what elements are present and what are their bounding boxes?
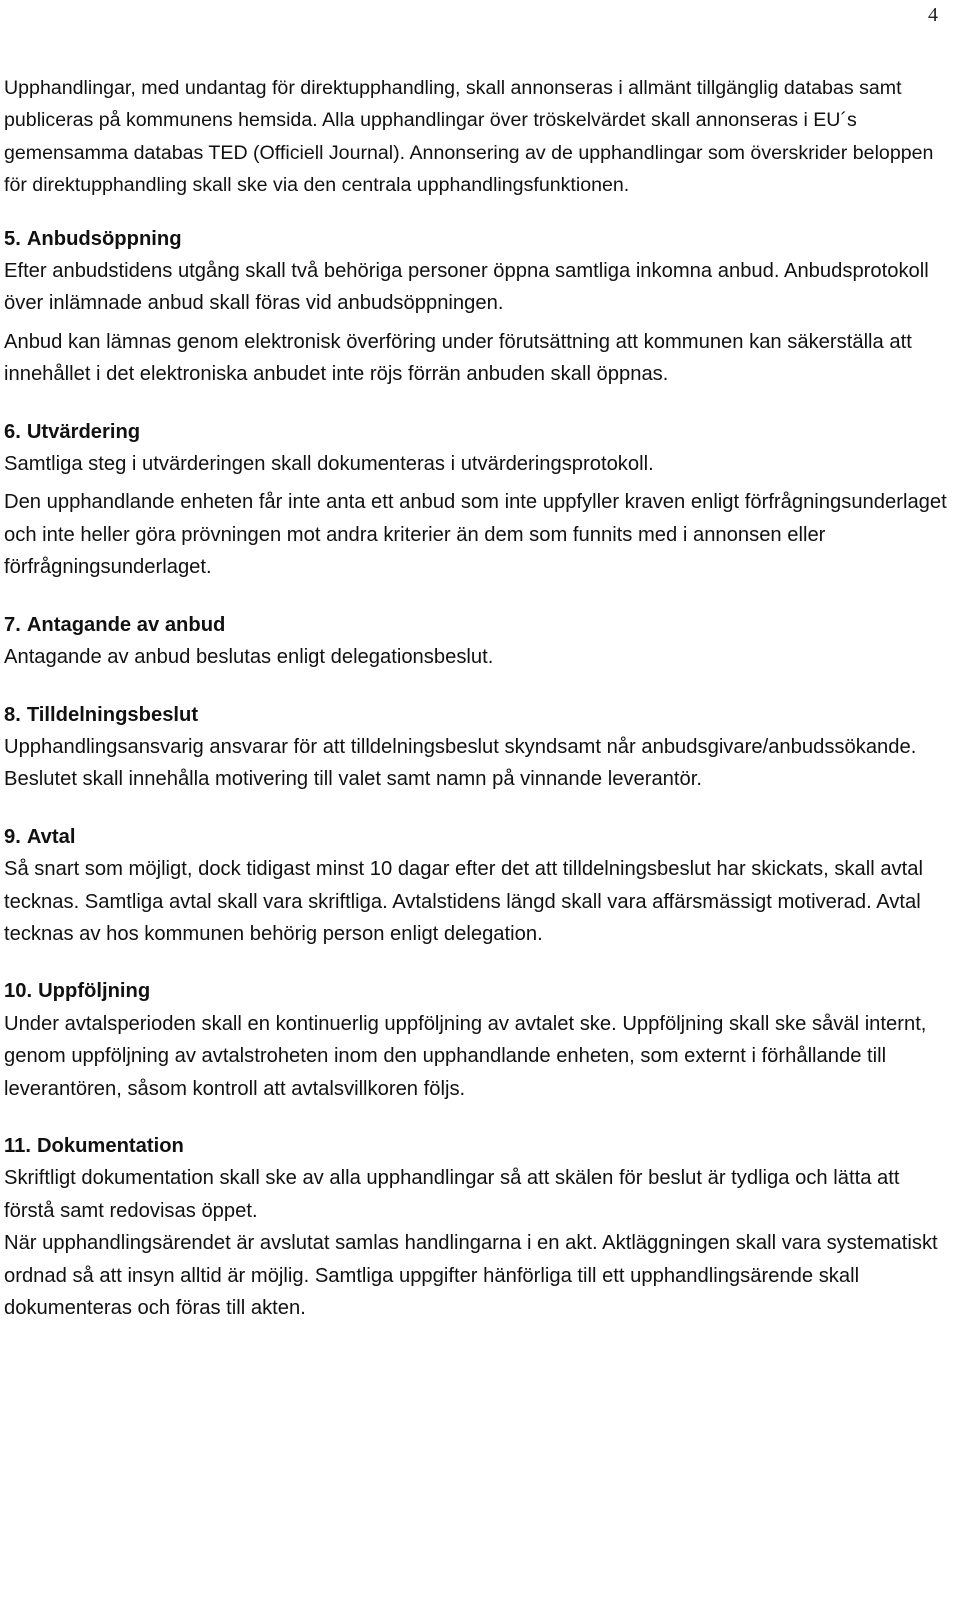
section-number: 11. [4,1134,31,1157]
section-paragraph: Efter anbudstidens utgång skall två behöriga personer öppna samtliga inkomna anbud. Anbudsprotokoll över inlämnade anbud skall föras vid anbudsöppningen. [4,260,929,315]
section-number: 8. [4,703,21,726]
document-body [4,72,949,1324]
section-paragraph: Skriftligt dokumentation skall ske av alla upphandlingar så att skälen för beslut är tydliga och lätta att förstå samt redovisas öppet. [4,1167,900,1222]
section-heading [4,975,949,1007]
section-paragraph: När upphandlingsärendet är avslutat samlas handlingarna i en akt. Aktläggningen skall vara systematiskt ordnad så att insyn alltid är möjlig. Samtliga uppgifter hänförliga till ett upphandlingsärende skall dokumenteras och föras till akten. [4,1232,938,1319]
section-anbudsoppning [4,223,949,391]
section-title: Antagande av anbud [26,613,226,636]
page-number: 4 [928,4,938,26]
section-title: Tilldelningsbeslut [26,703,199,726]
section-number: 7. [4,613,21,636]
section-number: 10. [4,980,33,1003]
section-heading [4,223,949,255]
section-heading [4,699,949,731]
section-title: Uppföljning [38,980,151,1003]
section-uppfoljning [4,975,949,1105]
section-paragraph: Under avtalsperioden skall en kontinuerlig uppföljning av avtalet ske. Uppföljning skall ske såväl internt, genom uppföljning av avtalstroheten inom den upphandlande enheten, som externt i förhållande till leverantören, såsom kontroll att avtalsvillkoren följs. [4,1012,927,1100]
section-number: 9. [4,825,21,848]
section-paragraph: Samtliga steg i utvärderingen skall dokumenteras i utvärderingsprotokoll. [4,453,654,476]
section-title: Avtal [26,825,76,848]
section-paragraph: Den upphandlande enheten får inte anta ett anbud som inte uppfyller kraven enligt förfrågningsunderlaget och inte heller göra prövningen mot andra kriterier än dem som funnits med i annonsen eller förfrågningsunderlaget. [4,491,947,579]
section-heading [4,416,949,448]
section-title: Dokumentation [36,1134,184,1157]
section-number: 6. [4,420,21,443]
section-utvardering [4,416,949,584]
section-antagande-av-anbud [4,609,949,674]
section-tilldelningsbeslut [4,699,949,796]
section-paragraph: Antagande av anbud beslutas enligt delegationsbeslut. [4,646,494,669]
section-paragraph: Anbud kan lämnas genom elektronisk överföring under förutsättning att kommunen kan säkerställa att innehållet i det elektroniska anbudet inte röjs förrän anbuden skall öppnas. [4,330,912,386]
section-heading [4,1130,949,1162]
section-title: Utvärdering [26,420,141,443]
section-dokumentation [4,1130,949,1324]
section-title: Anbudsöppning [26,227,182,250]
section-heading [4,821,949,853]
section-paragraph: Så snart som möjligt, dock tidigast minst 10 dagar efter det att tilldelningsbeslut har skickats, skall avtal tecknas. Samtliga avtal skall vara skriftliga. Avtalstidens längd skall vara affärsmässigt motiverad. Avtal tecknas av hos kommunen behörig person enligt delegation. [4,858,923,945]
section-heading [4,609,949,641]
intro-paragraph: Upphandlingar, med undantag för direktupphandling, skall annonseras i allmänt tillgänglig databas samt publiceras på kommunens hemsida. Alla upphandlingar över tröskelvärdet skall annonseras i EU´s gemensamma databas TED (Officiell Journal). Annonsering av de upphandlingar som överskrider beloppen för direktupphandling skall ske via den centrala upphandlingsfunktionen. [4,77,934,197]
section-paragraph: Upphandlingsansvarig ansvarar för att tilldelningsbeslut skyndsamt når anbudsgivare/anbudssökande. Beslutet skall innehålla motivering till valet samt namn på vinnande leverantör. [4,735,917,791]
section-avtal [4,821,949,951]
section-number: 5. [4,227,21,250]
